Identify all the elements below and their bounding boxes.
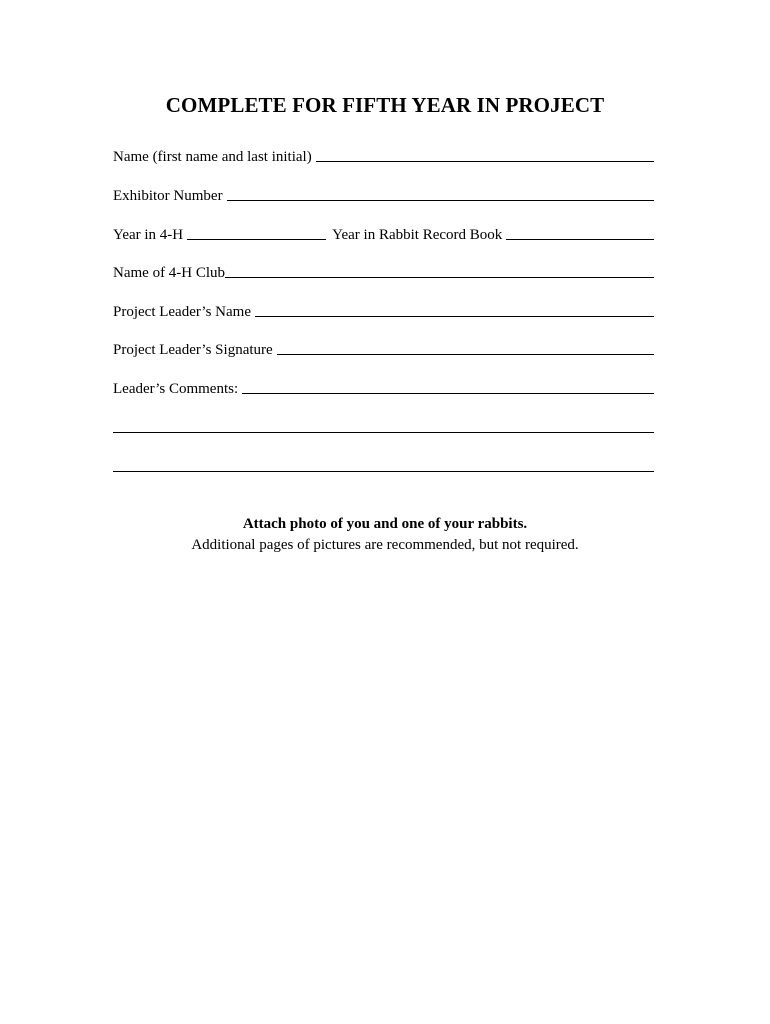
year-in-4h-blank-line[interactable]	[187, 239, 326, 240]
page-title: COMPLETE FOR FIFTH YEAR IN PROJECT	[165, 93, 605, 117]
comments-blank-line-2[interactable]	[113, 432, 654, 433]
club-name-label: Name of 4-H Club	[113, 265, 226, 281]
leader-name-label: Project Leader’s Name	[113, 304, 251, 320]
comments-blank-line-3[interactable]	[113, 471, 654, 472]
leader-comments-field[interactable]	[113, 378, 654, 398]
leader-signature-field[interactable]	[113, 339, 654, 359]
name-field[interactable]	[113, 146, 654, 166]
name-blank-line[interactable]	[316, 161, 654, 162]
club-name-blank-line[interactable]	[225, 277, 654, 278]
leader-name-field[interactable]	[113, 301, 654, 321]
leader-comments-blank-line[interactable]	[242, 393, 654, 394]
year-row	[113, 224, 654, 244]
attach-photo-instruction: Attach photo of you and one of your rabbits.	[242, 516, 528, 532]
year-in-record-book-label: Year in Rabbit Record Book	[332, 227, 503, 243]
leader-signature-label: Project Leader’s Signature	[113, 342, 273, 358]
club-name-field[interactable]	[113, 262, 654, 282]
leader-signature-blank-line[interactable]	[277, 354, 654, 355]
leader-comments-label: Leader’s Comments:	[113, 381, 239, 397]
leader-name-blank-line[interactable]	[255, 316, 654, 317]
additional-pages-note: Additional pages of pictures are recommended, but not required.	[191, 537, 579, 553]
exhibitor-number-blank-line[interactable]	[227, 200, 654, 201]
year-in-record-book-blank-line[interactable]	[506, 239, 654, 240]
exhibitor-number-label: Exhibitor Number	[113, 188, 223, 204]
exhibitor-number-field[interactable]	[113, 185, 654, 205]
name-label: Name (first name and last initial)	[113, 149, 312, 165]
year-in-4h-label: Year in 4-H	[113, 227, 184, 243]
